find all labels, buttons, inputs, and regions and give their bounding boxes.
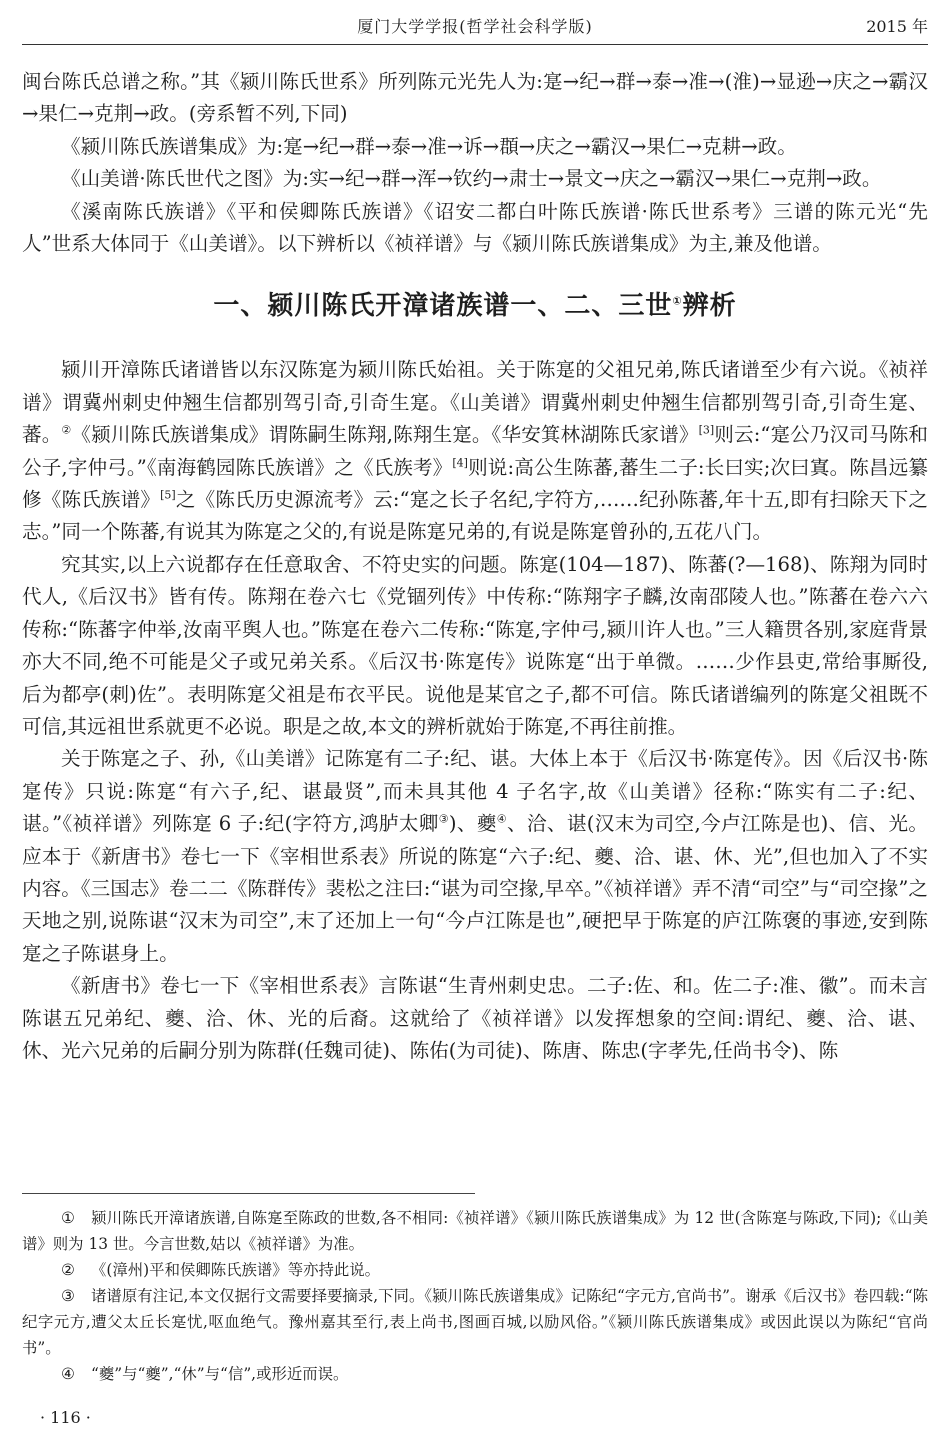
citation-ref: [4]	[452, 456, 468, 470]
footnote-text: 诸谱原有注记,本文仅据行文需要择要摘录,下同。《颍川陈氏族谱集成》记陈纪“字元方,官尚书”。谢承《后汉书》卷四载:“陈纪字元方,遭父太丘长寔忧,呕血绝气。豫州嘉其至行,表上尚书,图画百城,以励风俗。”《颍川陈氏族谱集成》或因此误以为陈纪“官尚书”。	[22, 1287, 928, 1357]
running-header	[22, 14, 928, 40]
citation-ref: [3]	[698, 423, 715, 437]
publication-year: 2015 年	[866, 17, 928, 36]
paragraph-lineage-4: 《溪南陈氏族谱》《平和侯卿陈氏族谱》《诏安二都白叶陈氏族谱·陈氏世系考》三谱的陈元光“先人”世系大体同于《山美谱》。以下辨析以《祯祥谱》与《颍川陈氏族谱集成》为主,兼及他谱。	[22, 199, 928, 256]
section-title-end: 辨析	[682, 291, 737, 322]
paragraph-lineage-1: 闽台陈氏总谱之称。”其《颍川陈氏世系》所列陈元光先人为:寔→纪→群→泰→准→(淮)→显逊→庆之→霸汉→果仁→克荆→政。(旁系暂不列,下同)	[22, 70, 928, 126]
text-run: 之《陈氏历史源流考》云:“寔之长子名纪,字符方,……纪孙陈蕃,年十五,即有扫除天下之志。”同一个陈蕃,有说其为陈寔之父的,有说是陈寔兄弟的,有说是陈寔曾孙的,五花八门。	[22, 488, 929, 544]
text-run: )、夔	[448, 812, 497, 836]
footnote-text: 颍川陈氏开漳诸族谱,自陈寔至陈政的世数,各不相同:《祯祥谱》《颍川陈氏族谱集成》为 12 世(含陈寔与陈政,下同);《山美谱》则为 13 世。今言世数,姑以《祯祥谱》为准。	[22, 1209, 928, 1253]
footnotes	[22, 1205, 928, 1387]
paragraph-lineage-3: 《山美谱·陈氏世代之图》为:实→纪→群→浑→钦约→肃士→景文→庆之→霸汉→果仁→克荆→政。	[61, 167, 882, 191]
text-run: 颍川开漳陈氏诸谱皆以东汉陈寔为颍川陈氏始祖。关于陈寔的父祖兄弟,陈氏诸谱至少有六说。《祯祥谱》谓冀州刺史仲翘生信都别驾引奇,引奇生寔。《山美谱》谓冀州刺史仲翘生信都别驾引奇,引奇生寔、蕃。	[22, 358, 928, 447]
header-rule	[22, 44, 928, 45]
paragraph-analysis: 究其实,以上六说都存在任意取舍、不符史实的问题。陈寔(104—187)、陈蕃(?—168)、陈翔为同时代人,《后汉书》皆有传。陈翔在卷六七《党锢列传》中传称:“陈翔字子麟,汝南邵陵人也。”陈蕃在卷六六传称:“陈蕃字仲举,汝南平舆人也。”陈寔在卷六二传称:“陈寔,字仲弓,颍川许人也。”三人籍贯各别,家庭背景亦大不同,绝不可能是父子或兄弟关系。《后汉书·陈寔传》说陈寔“出于单微。……少作县吏,常给事厮役,后为都亭(刺)佐”。表明陈寔父祖是布衣平民。说他是某官之子,都不可信。陈氏诸谱编列的陈寔父祖既不可信,其远祖世系就更不必说。职是之故,本文的辨析就始于陈寔,不再往前推。	[22, 552, 928, 738]
paragraph-lineage-2: 《颍川陈氏族谱集成》为:寔→纪→群→泰→准→诉→頵→庆之→霸汉→果仁→克耕→政。	[61, 134, 797, 158]
footnote	[22, 1361, 928, 1387]
text-run: 关于陈寔之子、孙,《山美谱》记陈寔有二子:纪、谌。大体上本于《后汉书·陈寔传》。因《后汉书·陈寔传》只说:陈寔“有六子,纪、谌最贤”,而未具其他 4 子名字,故《山美谱》径称:“陈实有二子:纪、谌。”《祯祥谱》列陈寔 6 子:纪(字符方,鸿胪太卿	[22, 747, 928, 836]
journal-title: 厦门大学学报(哲学社会科学版)	[357, 17, 593, 36]
footnote	[22, 1205, 928, 1257]
footnote-number: ③	[61, 1287, 75, 1305]
footnote-number: ②	[61, 1261, 75, 1279]
footnote-mark: ②	[61, 423, 72, 437]
footnote	[22, 1283, 928, 1361]
footnote-mark: ③	[438, 812, 449, 826]
paragraph-six-theories	[22, 354, 928, 548]
text-run: 则说:高公生陈蕃,蕃生二子:长曰实;次曰寘。陈昌远纂修《陈氏族谱》	[22, 455, 928, 512]
paragraph-sons-grandsons	[22, 743, 928, 970]
footnote-number: ①	[61, 1209, 75, 1227]
footnote-text: “夔”与“夔”,“休”与“信”,或形近而误。	[91, 1365, 349, 1383]
section-title-text: 一、颍川陈氏开漳诸族谱一、二、三世	[213, 291, 673, 322]
footnote-text: 《(漳州)平和侯卿陈氏族谱》等亦持此说。	[91, 1261, 381, 1279]
footnote-rule	[22, 1193, 475, 1194]
footnote-number: ④	[61, 1365, 75, 1383]
section-title-footnote-mark: ①	[672, 294, 683, 308]
citation-ref: [5]	[160, 488, 176, 502]
section-title	[22, 280, 928, 332]
text-run: 则云:“寔公乃汉司马陈和公子,字仲弓。”《南海鹤园陈氏族谱》之《氏族考》	[22, 423, 928, 479]
text-run: 、洽、谌(汉末为司空,今卢江陈是也)、信、光。应本于《新唐书》卷七一下《宰相世系表》所说的陈寔“六子:纪、夔、洽、谌、休、光”,但也加入了不实内容。《三国志》卷二二《陈群传》裴松之注曰:“谌为司空掾,早卒。”《祯祥谱》弄不清“司空”与“司空掾”之天地之别,说陈谌“汉末为司空”,末了还加上一句“今卢江陈是也”,硬把早于陈寔的庐江陈褒的事迹,安到陈寔之子陈谌身上。	[22, 812, 928, 965]
page-number: · 116 ·	[40, 1408, 91, 1427]
footnote	[22, 1257, 928, 1283]
article-body	[22, 66, 928, 1067]
footnote-mark: ④	[496, 812, 508, 826]
text-run: 《颍川陈氏族谱集成》谓陈嗣生陈翔,陈翔生寔。《华安箕林湖陈氏家谱》	[71, 423, 699, 447]
paragraph-descendants: 《新唐书》卷七一下《宰相世系表》言陈谌“生青州刺史忠。二子:佐、和。佐二子:准、徽”。而未言陈谌五兄弟纪、夔、洽、休、光的后裔。这就给了《祯祥谱》以发挥想象的空间:谓纪、夔、洽、谌、休、光六兄弟的后嗣分别为陈群(任魏司徒)、陈佑(为司徒)、陈唐、陈忠(字孝先,任尚书令)、陈	[22, 974, 928, 1062]
